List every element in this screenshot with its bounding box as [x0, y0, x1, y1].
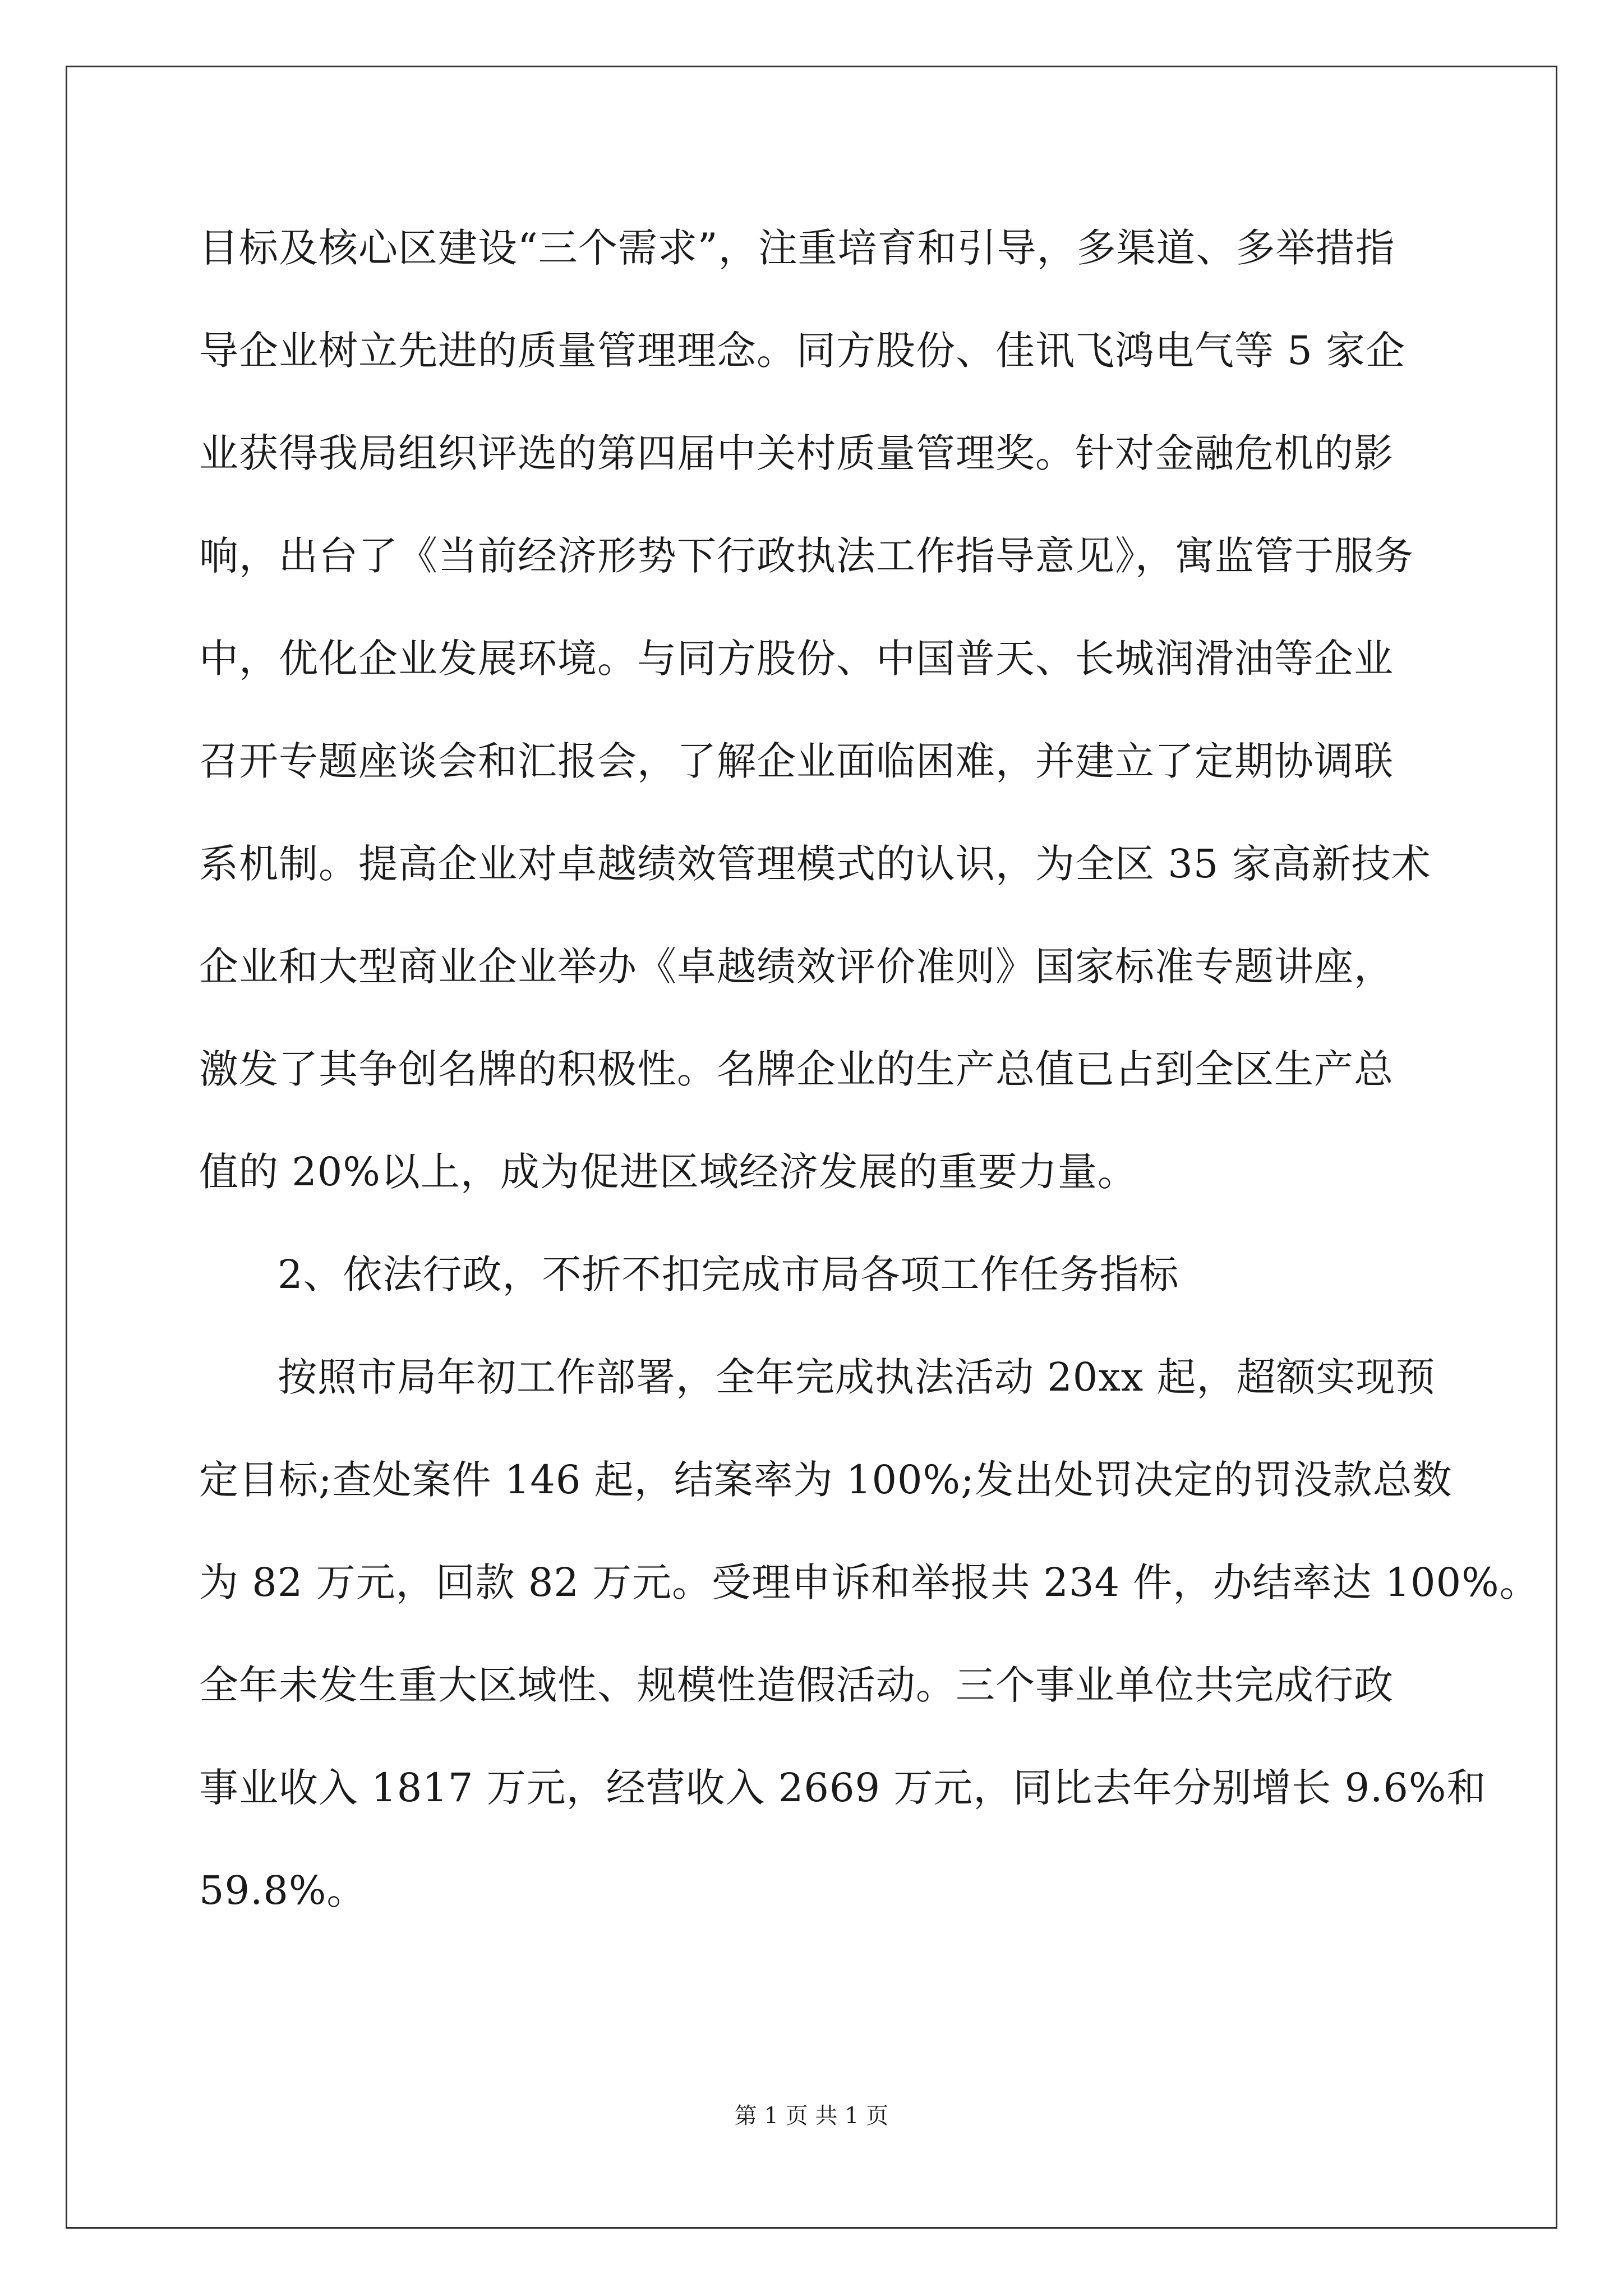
- text-line: 值的 20%以上，成为促进区域经济发展的重要力量。: [199, 1149, 1137, 1195]
- text-line: 业获得我局组织评选的第四届中关村质量管理奖。针对金融危机的影: [199, 430, 1394, 476]
- text-line: 为 82 万元，回款 82 万元。受理申诉和举报共 234 件，办结率达 100%。: [199, 1559, 1539, 1605]
- text-line: 按照市局年初工作部署，全年完成执法活动 20xx 起，超额实现预: [278, 1354, 1436, 1400]
- text-line: 全年未发生重大区域性、规模性造假活动。三个事业单位共完成行政: [199, 1662, 1394, 1708]
- text-line: 中，优化企业发展环境。与同方股份、中国普天、长城润滑油等企业: [199, 636, 1394, 682]
- text-line: 59.8%。: [199, 1867, 367, 1913]
- text-line: 事业收入 1817 万元，经营收入 2669 万元，同比去年分别增长 9.6%和: [199, 1765, 1487, 1811]
- section-heading: 2、依法行政，不折不扣完成市局各项工作任务指标: [278, 1251, 1179, 1297]
- document-body: [199, 216, 1539, 1961]
- text-line: 定目标;查处案件 146 起，结案率为 100%;发出处罚决定的罚没款总数: [199, 1457, 1453, 1503]
- text-line: 系机制。提高企业对卓越绩效管理模式的认识，为全区 35 家高新技术: [199, 841, 1431, 887]
- page-number-footer: 第 1 页 共 1 页: [734, 2103, 889, 2129]
- text-line: 召开专题座谈会和汇报会，了解企业面临困难，并建立了定期协调联: [199, 738, 1394, 784]
- text-line: 导企业树立先进的质量管理理念。同方股份、佳讯飞鸿电气等 5 家企: [199, 328, 1406, 374]
- text-line: 响，出台了《当前经济形势下行政执法工作指导意见》，寓监管于服务: [199, 533, 1414, 579]
- text-line: 企业和大型商业企业举办《卓越绩效评价准则》国家标准专题讲座，: [199, 944, 1394, 990]
- text-line: 激发了其争创名牌的积极性。名牌企业的生产总值已占到全区生产总: [199, 1046, 1394, 1092]
- text-line: 目标及核心区建设“三个需求”，注重培育和引导，多渠道、多举措指: [199, 225, 1395, 271]
